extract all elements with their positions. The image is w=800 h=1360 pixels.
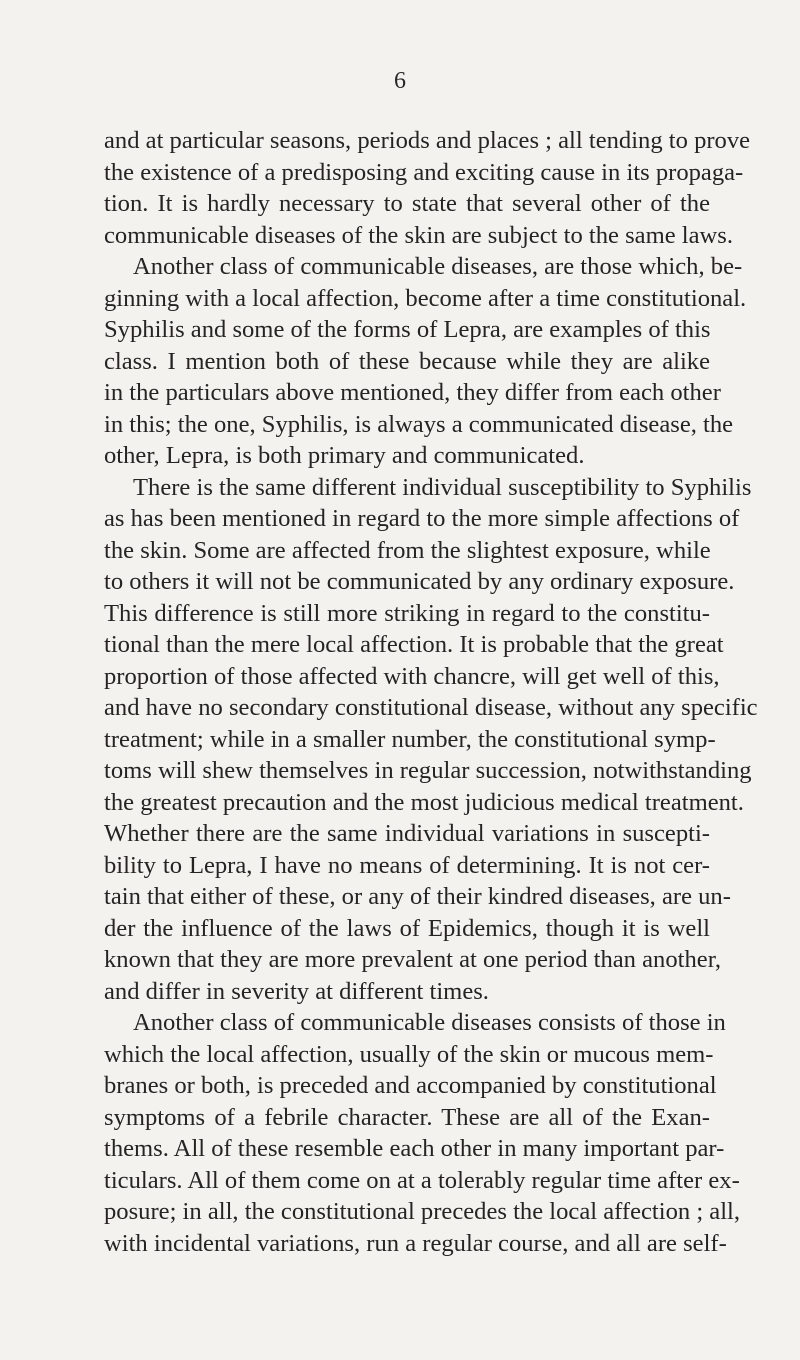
text-line: treatment; while in a smaller number, the constitutional symp- xyxy=(104,725,716,753)
text-line: tain that either of these, or any of their kindred diseases, are un- xyxy=(104,883,731,910)
text-line: and differ in severity at different times. xyxy=(104,977,489,1005)
text-line: posure; in all, the constitutional precedes the local affection ; all, xyxy=(104,1198,741,1225)
text-line: bility to Lepra, I have no means of determining. It is not cer- xyxy=(104,851,710,879)
text-line: tion. It is hardly necessary to state that several other of the xyxy=(104,190,710,217)
text-line: thems. All of these resemble each other in many important par- xyxy=(104,1135,725,1162)
text-line: and have no secondary constitutional disease, without any specific xyxy=(104,694,758,721)
text-line: toms will shew themselves in regular succession, notwithstanding xyxy=(104,757,752,784)
text-line: There is the same different individual susceptibility to Syphilis xyxy=(133,473,752,501)
text-line: to others it will not be communicated by any ordinary exposure. xyxy=(104,568,735,595)
text-line: der the influence of the laws of Epidemics, though it is well xyxy=(104,914,710,942)
text-line: the skin. Some are affected from the slightest exposure, while xyxy=(104,536,711,564)
text-line: Another class of communicable diseases, are those which, be- xyxy=(133,253,743,280)
text-line: proportion of those affected with chancre, will get well of this, xyxy=(104,662,720,690)
text-line: the existence of a predisposing and exciting cause in its propaga- xyxy=(104,158,744,186)
text-line: Another class of communicable diseases consists of those in xyxy=(133,1009,726,1036)
text-line: class. I mention both of these because while they are alike xyxy=(104,347,710,375)
text-line: other, Lepra, is both primary and communicated. xyxy=(104,442,585,469)
text-line: ticulars. All of them come on at a tolerably regular time after ex- xyxy=(104,1166,740,1194)
text-line: Whether there are the same individual variations in suscepti- xyxy=(104,820,710,847)
body-text xyxy=(104,125,758,1259)
text-line: the greatest precaution and the most judicious medical treatment. xyxy=(104,788,744,816)
text-line: This difference is still more striking in regard to the constitu- xyxy=(104,599,710,627)
text-line: ginning with a local affection, become after a time constitutional. xyxy=(104,284,747,312)
text-line: known that they are more prevalent at one period than another, xyxy=(104,946,722,973)
text-line: as has been mentioned in regard to the more simple affections of xyxy=(104,505,740,532)
text-line: tional than the mere local affection. It is probable that the great xyxy=(104,631,724,658)
text-line: with incidental variations, run a regular course, and all are self- xyxy=(104,1229,727,1257)
text-line: symptoms of a febrile character. These are all of the Exan- xyxy=(104,1103,710,1131)
text-line: and at particular seasons, periods and places ; all tending to prove xyxy=(104,127,751,154)
text-line: in the particulars above mentioned, they differ from each other xyxy=(104,379,721,406)
text-line: branes or both, is preceded and accompanied by constitutional xyxy=(104,1072,717,1099)
text-line: which the local affection, usually of the skin or mucous mem- xyxy=(104,1040,714,1068)
text-line: Syphilis and some of the forms of Lepra, are examples of this xyxy=(104,316,711,343)
text-line: in this; the one, Syphilis, is always a communicated disease, the xyxy=(104,410,734,438)
text-line: communicable diseases of the skin are subject to the same laws. xyxy=(104,221,734,249)
page-number: 6 xyxy=(394,68,406,94)
